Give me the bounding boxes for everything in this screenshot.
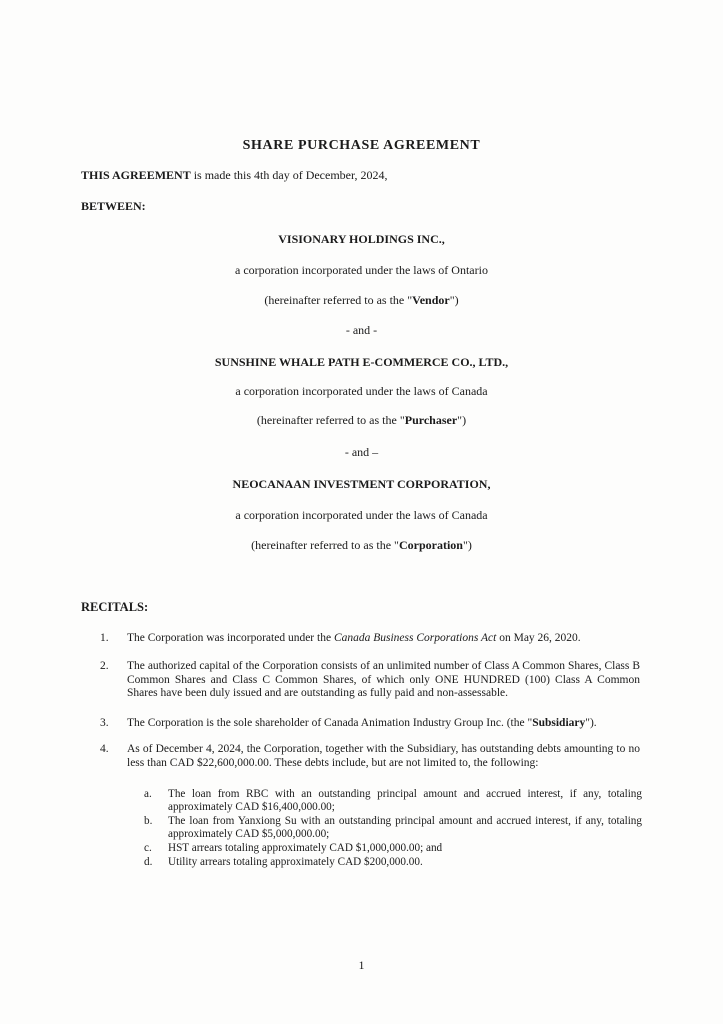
party-vendor-name: VISIONARY HOLDINGS INC.,	[278, 232, 445, 246]
party-corporation-name: NEOCANAAN INVESTMENT CORPORATION,	[232, 477, 491, 491]
recital-number: 1.	[100, 632, 109, 644]
party-purchaser-incorporation: a corporation incorporated under the laws of Canada	[235, 384, 488, 398]
between-heading: BETWEEN:	[81, 199, 146, 213]
debt-letter: d.	[144, 856, 153, 868]
agreement-intro	[81, 168, 388, 183]
party-vendor-incorporation: a corporation incorporated under the laws of Ontario	[235, 263, 488, 277]
and-separator: - and -	[345, 323, 378, 337]
recital-text-part: The Corporation was incorporated under the	[127, 632, 334, 644]
recital-text-part: ").	[585, 717, 597, 729]
debt-text: The loan from Yanxiong Su with an outstanding principal amount and accrued interest, if any, totaling approximately CAD $5,000,000.00;	[168, 815, 642, 840]
agreement-intro-lead: THIS AGREEMENT	[81, 168, 191, 182]
party-purchaser-name: SUNSHINE WHALE PATH E-COMMERCE CO., LTD.,	[214, 355, 509, 369]
document-title: SHARE PURCHASE AGREEMENT	[242, 138, 481, 153]
recital-number: 4.	[100, 743, 109, 755]
recitals-heading: RECITALS:	[81, 600, 149, 614]
party-corporation-incorporation: a corporation incorporated under the laws of Canada	[235, 508, 488, 522]
and-separator: - and –	[344, 445, 379, 459]
page-number: 1	[358, 958, 365, 972]
recital-text	[127, 717, 640, 731]
recital-number: 2.	[100, 660, 109, 672]
defined-term-vendor: Vendor	[412, 293, 450, 307]
recital-text	[127, 632, 640, 646]
reference-prefix: (hereinafter referred to as the "	[251, 538, 399, 552]
debt-letter: b.	[144, 815, 153, 827]
party-corporation-reference	[0, 538, 723, 553]
defined-term-purchaser: Purchaser	[404, 413, 458, 427]
debt-text: The loan from RBC with an outstanding principal amount and accrued interest, if any, totaling approximately CAD $16,400,000.00;	[168, 788, 642, 813]
debt-letter: a.	[144, 788, 152, 800]
defined-term-corporation: Corporation	[398, 538, 463, 552]
reference-suffix: ")	[457, 413, 467, 427]
reference-suffix: ")	[449, 293, 459, 307]
agreement-intro-rest: is made this 4th day of December, 2024,	[190, 168, 388, 182]
reference-prefix: (hereinafter referred to as the "	[264, 293, 413, 307]
debt-text: HST arrears totaling approximately CAD $1,000,000.00; and	[168, 842, 443, 854]
recital-text-part: on May 26, 2020.	[496, 632, 581, 644]
reference-prefix: (hereinafter referred to as the "	[256, 413, 405, 427]
recital-text: As of December 4, 2024, the Corporation, together with the Subsidiary, has outstanding debts amounting to no less than CAD $22,600,000.00. These debts include, but are not limited to, the following:	[127, 743, 640, 769]
statute-name: Canada Business Corporations Act	[333, 632, 497, 644]
party-purchaser-reference	[0, 413, 723, 428]
recital-number: 3.	[100, 717, 109, 729]
reference-suffix: ")	[462, 538, 472, 552]
recital-text: The authorized capital of the Corporation consists of an unlimited number of Class A Common Shares, Class B Common Shares and Class C Common Shares, of which only ONE HUNDRED (100) Class A Common Shares have been duly issued and are outstanding as fully paid and non-assessable.	[127, 660, 640, 699]
party-vendor-reference	[0, 293, 723, 308]
defined-term-subsidiary: Subsidiary	[532, 717, 586, 729]
debt-text: Utility arrears totaling approximately CAD $200,000.00.	[168, 856, 423, 868]
recital-text-part: The Corporation is the sole shareholder of Canada Animation Industry Group Inc. (the "	[127, 717, 533, 729]
debt-letter: c.	[144, 842, 152, 854]
